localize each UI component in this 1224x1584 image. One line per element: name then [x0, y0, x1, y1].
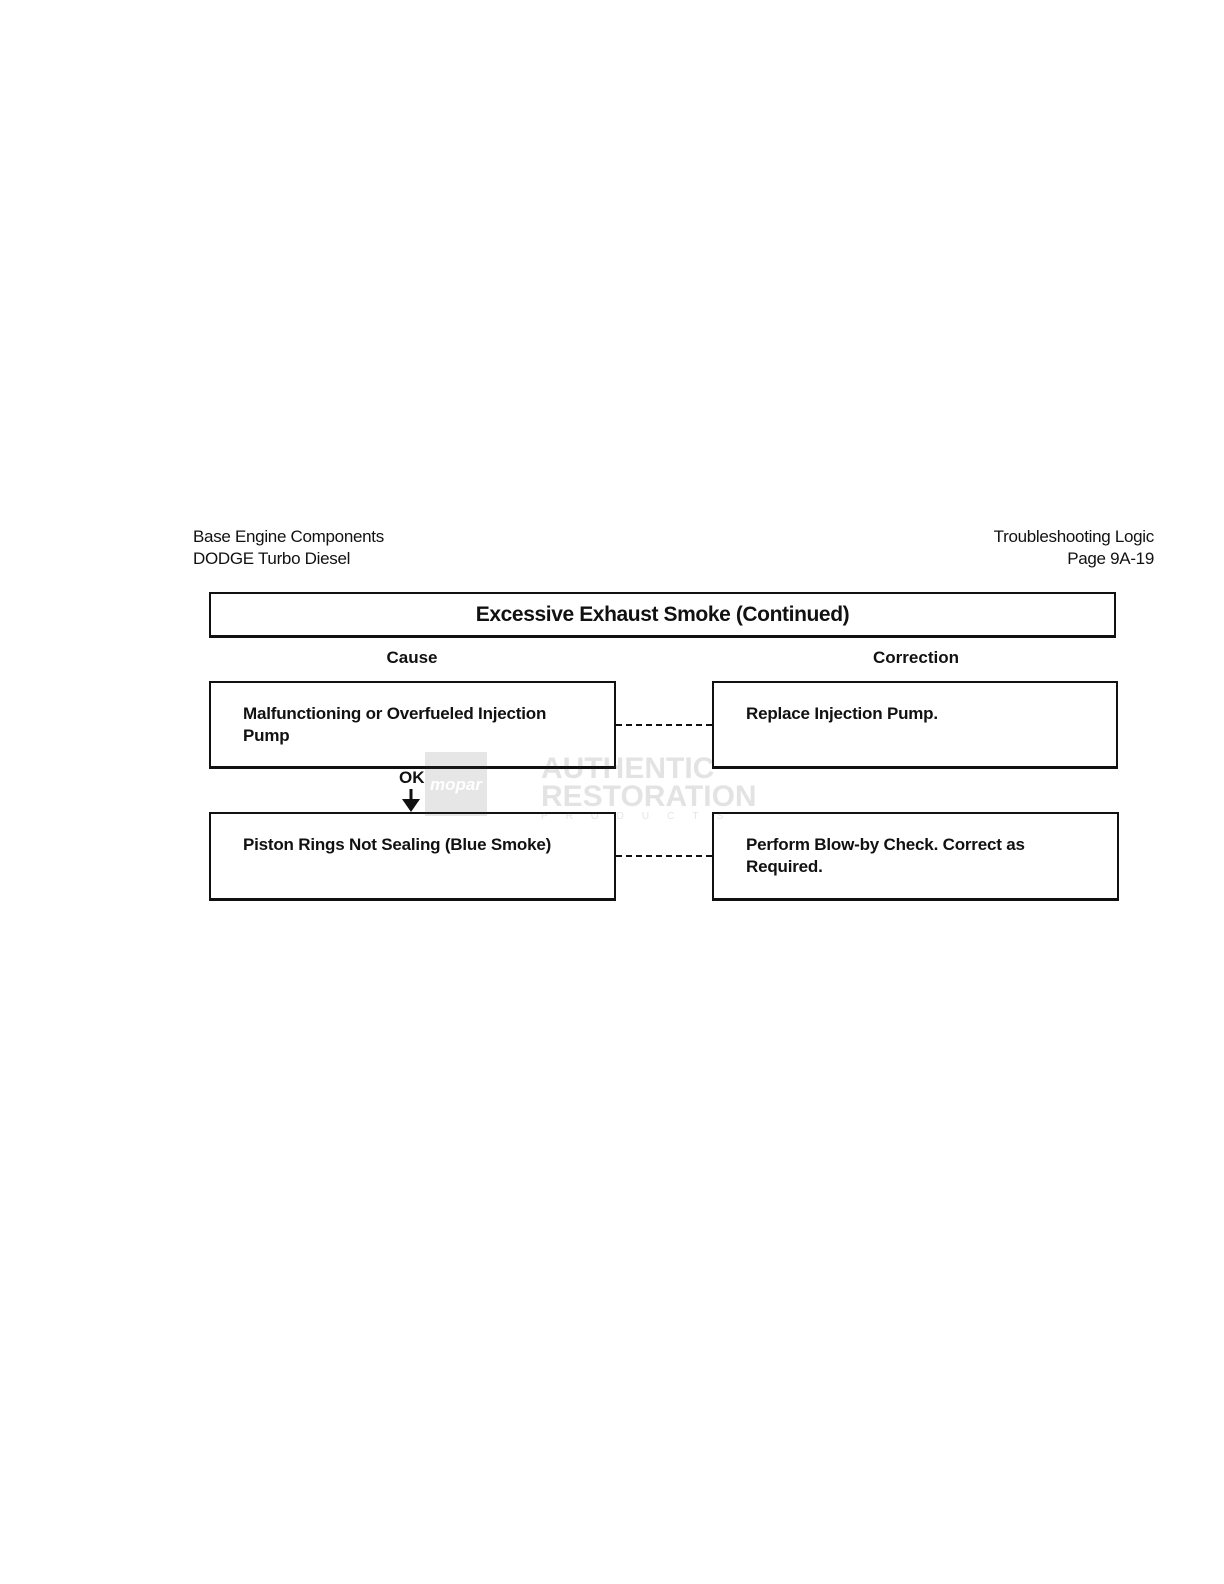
ok-label: OK	[399, 768, 425, 787]
cause-text-1: Malfunctioning or Overfueled Injection Pump	[243, 704, 547, 745]
chart-title: Excessive Exhaust Smoke (Continued)	[209, 592, 1116, 638]
cause-box-2	[209, 812, 616, 901]
correction-column-heading: Correction	[873, 648, 959, 667]
correction-text-2: Perform Blow-by Check. Correct as Required.	[746, 835, 1025, 876]
cause-box-1	[209, 681, 616, 769]
correction-text-1: Replace Injection Pump.	[746, 704, 938, 723]
watermark-line1: AUTHENTIC	[541, 752, 715, 785]
cause-column-heading: Cause	[386, 648, 438, 667]
page-number: Page 9A-19	[1067, 549, 1154, 568]
header-left	[193, 526, 384, 570]
watermark-line3: PRODUCTS	[541, 811, 742, 820]
vehicle-name: DODGE Turbo Diesel	[193, 549, 351, 568]
header-right	[994, 526, 1154, 570]
down-arrow-icon	[401, 789, 421, 813]
connector-line-2	[616, 855, 712, 857]
watermark-brand: mopar	[430, 775, 482, 794]
connector-line-1	[616, 724, 712, 726]
cause-text-2: Piston Rings Not Sealing (Blue Smoke)	[243, 835, 552, 854]
correction-box-1	[712, 681, 1118, 769]
chapter-name: Troubleshooting Logic	[993, 527, 1154, 546]
section-name: Base Engine Components	[193, 527, 384, 546]
watermark-line2: RESTORATION	[541, 780, 757, 813]
correction-box-2	[712, 812, 1119, 901]
